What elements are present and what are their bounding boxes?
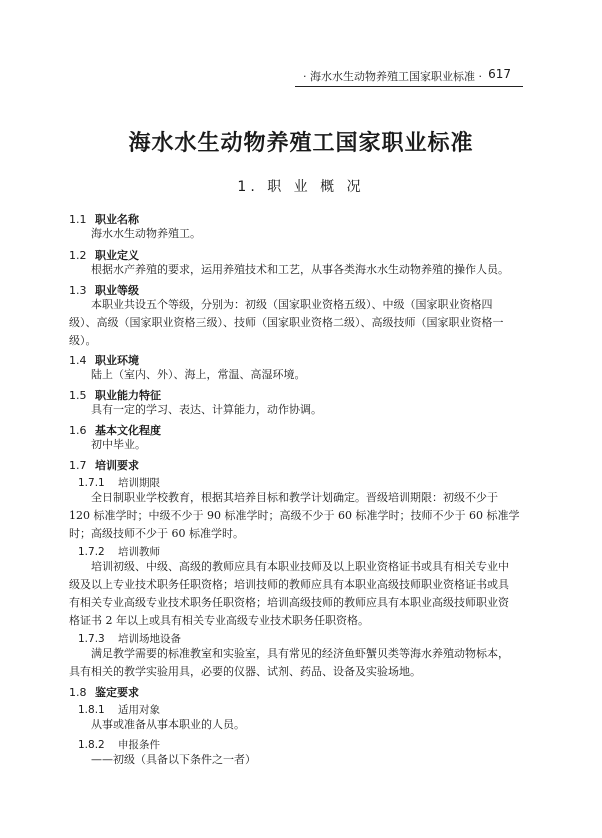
section-number: 1.7 [69,459,87,472]
section-body: ——初级（具备以下条件之一者） [91,753,256,766]
subsection-title: 培训场地设备 [118,633,181,645]
subsection-heading-1-8-2 [78,737,160,752]
section-number: 1.5 [69,389,87,402]
section-title: 鉴定要求 [95,686,139,699]
section-title: 基本文化程度 [95,424,161,437]
subsection-title: 适用对象 [118,704,160,716]
subsection-number: 1.8.2 [78,739,105,751]
subsection-number: 1.7.2 [78,546,105,558]
subsection-title: 培训期限 [118,477,160,489]
section-body: 根据水产养殖的要求，运用养殖技术和工艺，从事各类海水水生动物养殖的操作人员。 [91,263,509,276]
section-heading-1-7 [69,457,139,473]
section-number: 1.8 [69,686,87,699]
section-body: 从事或准备从事本职业的人员。 [91,718,245,731]
section-number: 1.4 [69,354,87,367]
section-body-line: 级）。 [69,334,97,347]
subsection-title: 培训教师 [118,546,160,558]
section-body-line: 具有相关的教学实验用具，必要的仪器、试剂、药品、设备及实验场地。 [69,665,421,678]
running-header [295,64,523,87]
section-body-line: 培训初级、中级、高级的教师应具有本职业技师及以上职业资格证书或具有相关专业中 [91,560,509,573]
section-title: 培训要求 [95,459,139,472]
page-number: 617 [488,67,511,81]
section-body: 初中毕业。 [91,438,146,451]
section-title: 职业环境 [95,354,139,367]
subsection-heading-1-7-1 [78,475,160,490]
running-title: · 海水水生动物养殖工国家职业标准 · [303,70,482,83]
subsection-heading-1-8-1 [78,702,160,717]
section-number: 1.6 [69,424,87,437]
section-body-line: 有相关专业高级专业技术职务任职资格；培训高级技师的教师应具有本职业高级技师职业资 [69,596,509,609]
section-body: 具有一定的学习、表达、计算能力，动作协调。 [91,403,322,416]
section-body-line: 满足教学需要的标准教室和实验室，具有常见的经济鱼虾蟹贝类等海水养殖动物标本， [91,647,509,660]
section-heading-1-8 [69,684,139,700]
document-title: 海水水生动物养殖工国家职业标准 [128,130,474,156]
section-body-line: 级）、高级（国家职业资格三级）、技师（国家职业资格二级）、高级技师（国家职业资格一 [69,316,504,329]
section-body-line: 格证书 2 年以上或具有相关专业高级专业技术职务任职资格。 [69,614,369,627]
subsection-heading-1-7-2 [78,544,160,559]
section-title: 职业定义 [95,249,139,262]
section-body-line: 120 标准学时；中级不少于 90 标准学时；高级不少于 60 标准学时；技师不少于 60 标准学 [69,509,520,522]
section-title: 职业名称 [95,213,139,226]
subsection-number: 1.7.1 [78,477,105,489]
section-body-line: 全日制职业学校教育，根据其培养目标和教学计划确定。晋级培训期限：初级不少于 [91,491,498,504]
subsection-number: 1.7.3 [78,633,105,645]
subsection-heading-1-7-3 [78,631,181,646]
chapter-heading: 1. 职 业 概 况 [237,179,365,195]
section-body-line: 本职业共设五个等级，分别为：初级（国家职业资格五级）、中级（国家职业资格四 [91,298,493,311]
subsection-title: 申报条件 [118,739,160,751]
section-number: 1.2 [69,249,87,262]
subsection-number: 1.8.1 [78,704,105,716]
section-body-line: 时；高级技师不少于 60 标准学时。 [69,527,244,540]
section-body: 陆上（室内、外）、海上，常温、高湿环境。 [91,368,306,381]
section-body: 海水水生动物养殖工。 [91,227,201,240]
section-body-line: 级及以上专业技术职务任职资格；培训技师的教师应具有本职业高级技师职业资格证书或具 [69,578,509,591]
section-title: 职业能力特征 [95,389,161,402]
section-title: 职业等级 [95,284,139,297]
section-number: 1.3 [69,284,87,297]
section-number: 1.1 [69,213,87,226]
